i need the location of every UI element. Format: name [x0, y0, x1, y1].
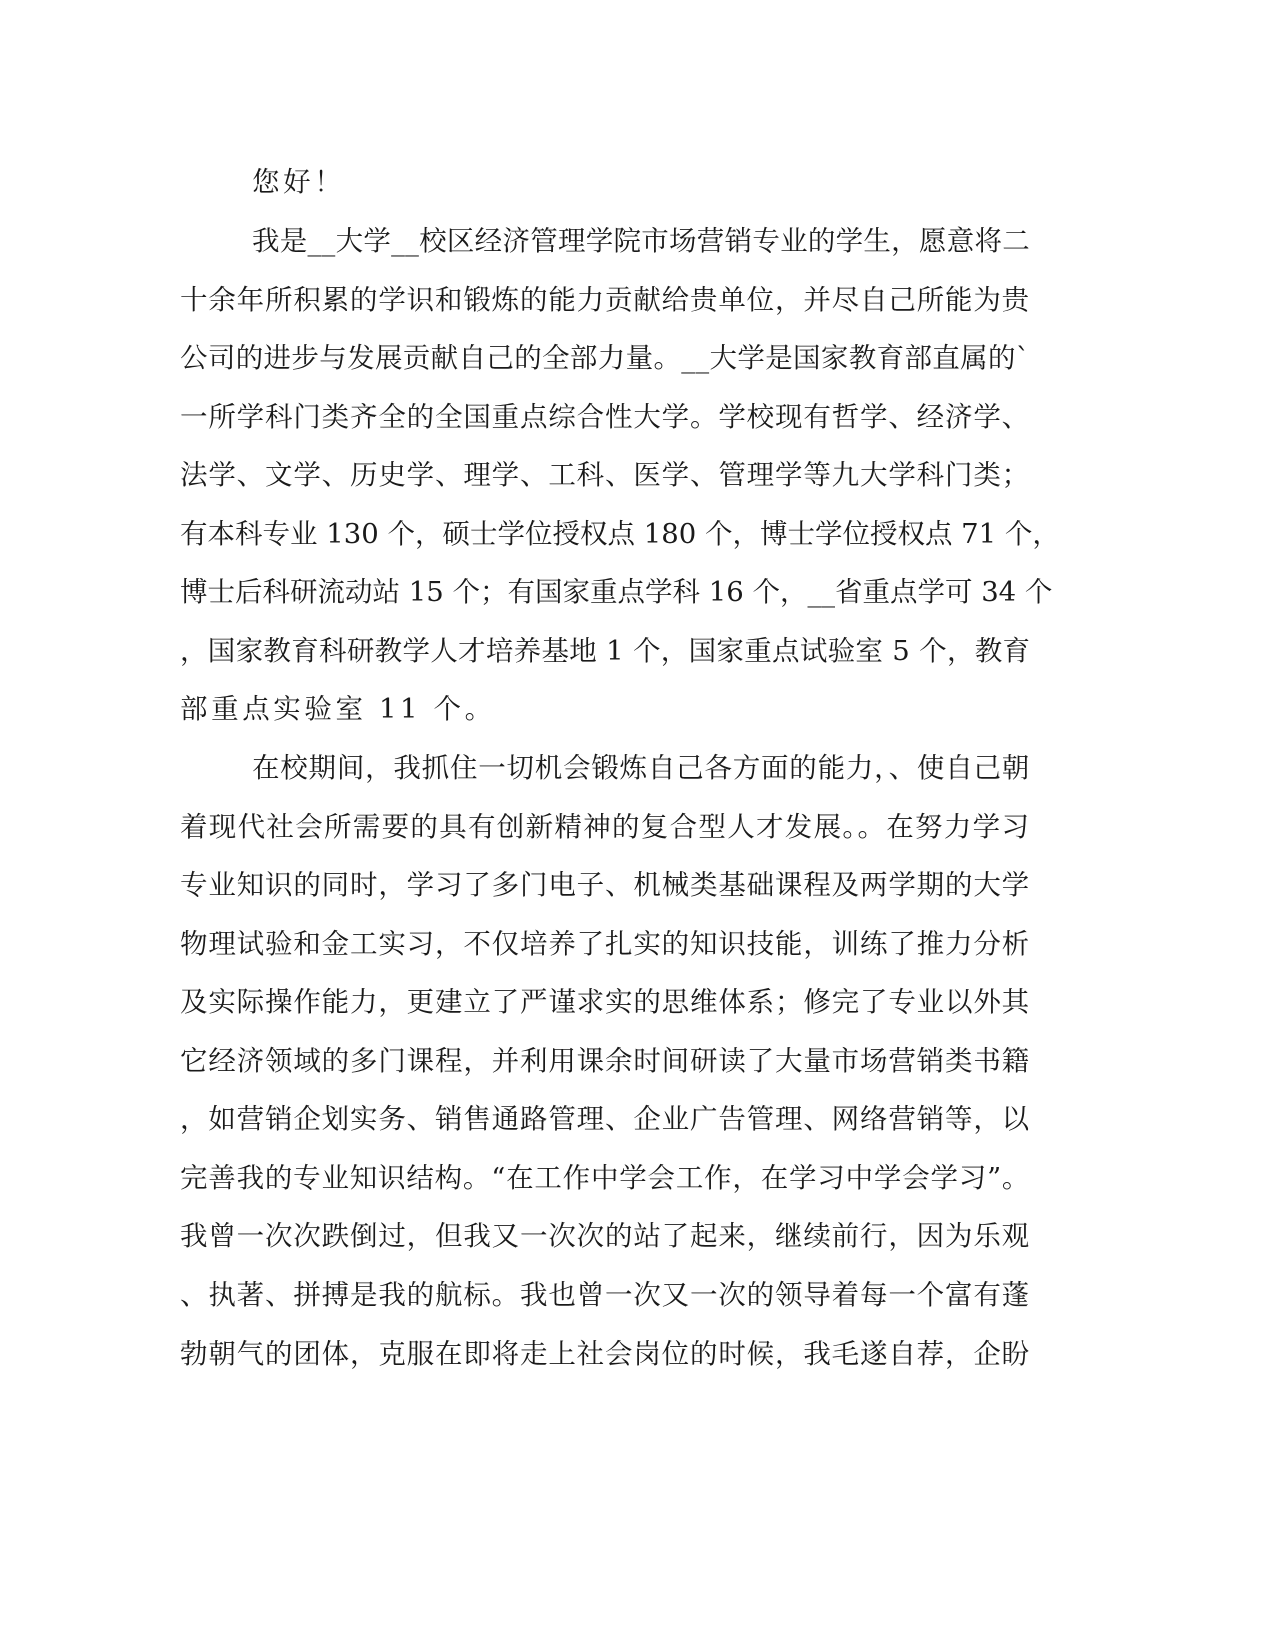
paragraph-2-line: 勃朝气的团体，克服在即将走上社会岗位的时候，我毛遂自荐，企盼: [180, 1338, 1030, 1370]
paragraph-2-line: 物理试验和金工实习，不仅培养了扎实的知识技能，训练了推力分析: [180, 928, 1030, 960]
paragraph-1-line: 有本科专业 130 个，硕士学位授权点 180 个，博士学位授权点 71 个，: [180, 518, 1060, 550]
paragraph-1-line: 法学、文学、历史学、理学、工科、医学、管理学等九大学科门类；: [180, 459, 1030, 491]
paragraph-1-line: 一所学科门类齐全的全国重点综合性大学。学校现有哲学、经济学、: [180, 401, 1030, 433]
paragraph-2-line: 我曾一次次跌倒过，但我又一次次的站了起来，继续前行，因为乐观: [180, 1220, 1030, 1252]
paragraph-1-line: ，国家教育科研教学人才培养基地 1 个，国家重点试验室 5 个，教育: [180, 635, 1031, 667]
paragraph-2-line: 完善我的专业知识结构。“在工作中学会工作，在学习中学会学习”。: [180, 1162, 1031, 1194]
paragraph-1-line: 十余年所积累的学识和锻炼的能力贡献给贵单位，并尽自己所能为贵: [180, 284, 1030, 316]
paragraph-2-line: ，如营销企划实务、销售通路管理、企业广告管理、网络营销等，以: [180, 1103, 1030, 1135]
paragraph-1-line: 公司的进步与发展贡献自己的全部力量。__大学是国家教育部直属的`: [180, 342, 1030, 374]
paragraph-1-line: 部重点实验室 11 个。: [180, 693, 496, 725]
paragraph-1-line: 博士后科研流动站 15 个；有国家重点学科 16 个，__省重点学可 34 个: [180, 576, 1053, 608]
paragraph-1-line: 我是__大学__校区经济管理学院市场营销专业的学生，愿意将二: [252, 225, 1030, 257]
paragraph-2-line: 着现代社会所需要的具有创新精神的复合型人才发展。。在努力学习: [180, 811, 1031, 843]
paragraph-2-line: 它经济领域的多门课程，并利用课余时间研读了大量市场营销类书籍: [180, 1045, 1030, 1077]
paragraph-2-line: 专业知识的同时，学习了多门电子、机械类基础课程及两学期的大学: [180, 869, 1030, 901]
greeting-line: 您好！: [252, 166, 346, 198]
paragraph-2-line: 在校期间，我抓住一切机会锻炼自己各方面的能力，、使自己朝: [252, 752, 1031, 784]
paragraph-2-line: 、执著、拼搏是我的航标。我也曾一次又一次的领导着每一个富有蓬: [180, 1279, 1030, 1311]
paragraph-2-line: 及实际操作能力，更建立了严谨求实的思维体系；修完了专业以外其: [180, 986, 1030, 1018]
